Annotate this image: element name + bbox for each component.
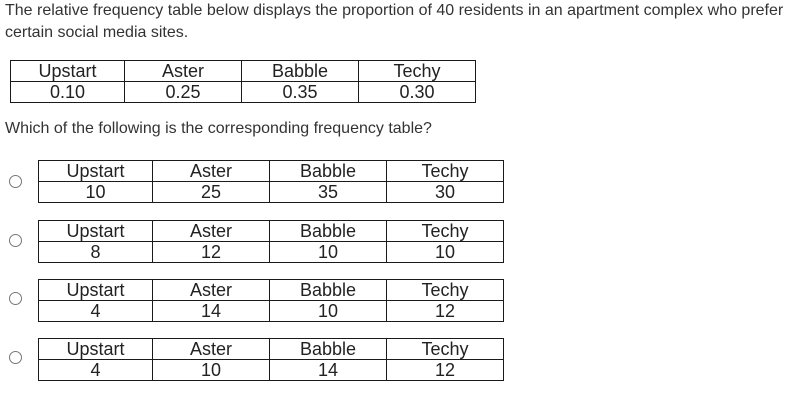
table-header-row xyxy=(39,280,504,301)
header-cell: Techy xyxy=(387,161,504,182)
value-cell: 10 xyxy=(270,242,387,263)
value-cell: 10 xyxy=(153,360,270,381)
header-cell: Aster xyxy=(153,280,270,301)
value-cell: 0.35 xyxy=(242,82,359,103)
value-cell: 4 xyxy=(39,360,153,381)
value-cell: 8 xyxy=(39,242,153,263)
value-cell: 10 xyxy=(387,242,504,263)
header-cell: Techy xyxy=(387,280,504,301)
question-text: The relative frequency table below displays the proportion of 40 residents in an apartment complex who prefer certain social media sites. xyxy=(5,2,784,41)
value-cell: 10 xyxy=(270,301,387,322)
value-cell: 35 xyxy=(270,182,387,203)
table-value-row xyxy=(39,242,504,263)
header-cell: Techy xyxy=(387,339,504,360)
header-cell: Upstart xyxy=(39,161,153,182)
header-cell: Babble xyxy=(270,221,387,242)
prompt-text: Which of the following is the corresponding frequency table? xyxy=(5,120,432,137)
table-header-row xyxy=(39,339,504,360)
option-4-table[interactable] xyxy=(38,338,504,381)
relative-frequency-table xyxy=(10,60,476,103)
header-cell: Upstart xyxy=(39,221,153,242)
table-value-row xyxy=(39,301,504,322)
value-cell: 0.10 xyxy=(11,82,125,103)
table-header-row xyxy=(11,61,476,82)
value-cell: 12 xyxy=(387,360,504,381)
option-4-radio[interactable] xyxy=(9,351,22,364)
table-value-row xyxy=(11,82,476,103)
header-cell: Techy xyxy=(387,221,504,242)
value-cell: 14 xyxy=(153,301,270,322)
header-cell: Aster xyxy=(153,221,270,242)
table-header-row xyxy=(39,221,504,242)
header-cell: Babble xyxy=(270,280,387,301)
option-3-table[interactable] xyxy=(38,279,504,322)
header-cell: Babble xyxy=(270,161,387,182)
option-2-table[interactable] xyxy=(38,220,504,263)
header-cell: Babble xyxy=(270,339,387,360)
value-cell: 30 xyxy=(387,182,504,203)
header-cell: Aster xyxy=(125,61,242,82)
option-1-radio[interactable] xyxy=(9,175,22,188)
value-cell: 12 xyxy=(387,301,504,322)
value-cell: 12 xyxy=(153,242,270,263)
value-cell: 10 xyxy=(39,182,153,203)
table-value-row xyxy=(39,182,504,203)
value-cell: 4 xyxy=(39,301,153,322)
table-value-row xyxy=(39,360,504,381)
value-cell: 0.25 xyxy=(125,82,242,103)
table-header-row xyxy=(39,161,504,182)
header-cell: Techy xyxy=(359,61,476,82)
option-3-radio[interactable] xyxy=(9,292,22,305)
value-cell: 25 xyxy=(153,182,270,203)
header-cell: Upstart xyxy=(11,61,125,82)
header-cell: Aster xyxy=(153,161,270,182)
value-cell: 0.30 xyxy=(359,82,476,103)
header-cell: Babble xyxy=(242,61,359,82)
header-cell: Upstart xyxy=(39,280,153,301)
value-cell: 14 xyxy=(270,360,387,381)
header-cell: Upstart xyxy=(39,339,153,360)
option-1-table[interactable] xyxy=(38,160,504,203)
option-2-radio[interactable] xyxy=(9,234,22,247)
header-cell: Aster xyxy=(153,339,270,360)
